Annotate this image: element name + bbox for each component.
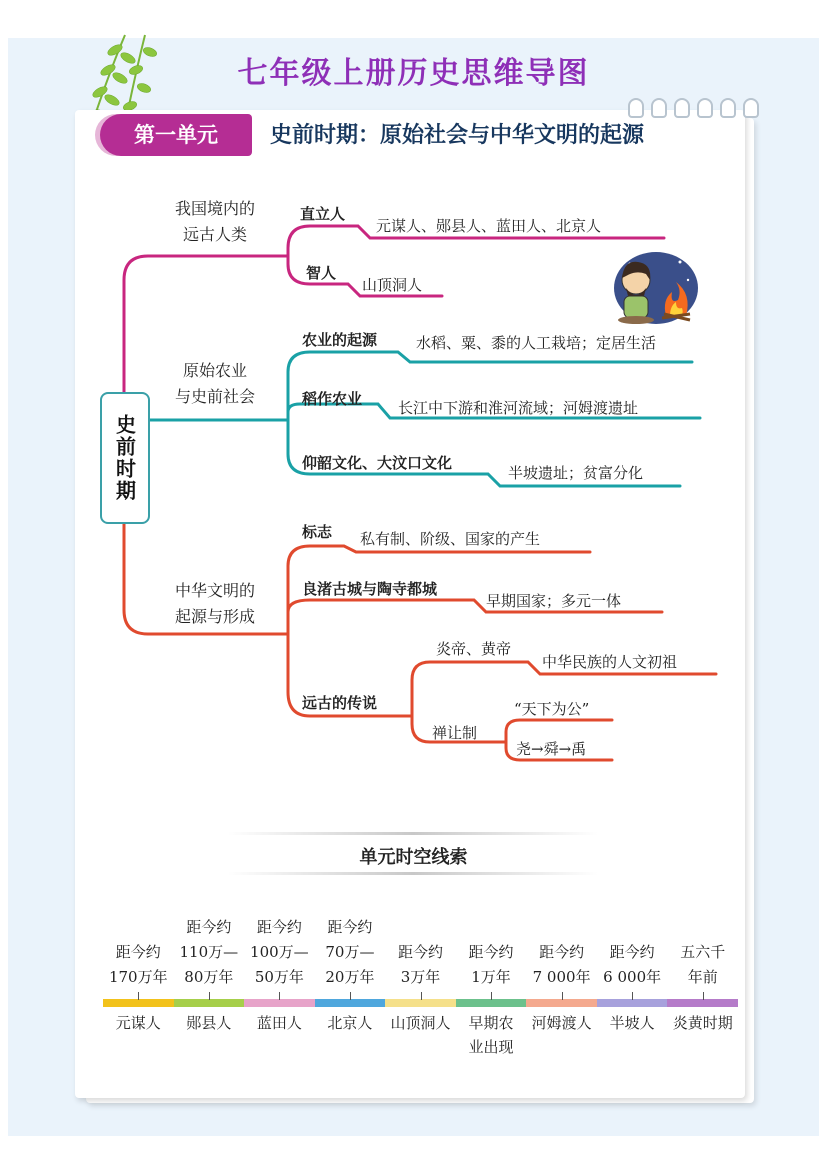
timeline-segment	[174, 999, 245, 1007]
timeline-date-line: 100万—	[250, 943, 309, 961]
timeline-segment	[456, 999, 527, 1007]
timeline-event	[100, 1011, 176, 1035]
node-tianxia: “天下为公”	[514, 700, 590, 718]
timeline-date	[241, 915, 317, 990]
timeline-date-line: 年前	[687, 968, 718, 986]
timeline-event	[453, 1011, 529, 1059]
timeline-segment	[244, 999, 315, 1007]
timeline-event-line: 郧县人	[186, 1014, 232, 1032]
timeline-date-line: 20万年	[325, 968, 375, 986]
timeline-event-line: 早期农	[468, 1014, 514, 1032]
node-zhiren: 智人	[306, 264, 337, 282]
timeline-date-line: 距今约	[256, 918, 302, 936]
timeline-date	[312, 915, 388, 990]
timeline-date-line: 50万年	[254, 968, 304, 986]
timeline-date	[524, 940, 600, 990]
timeline-date-line: 距今约	[539, 943, 585, 961]
timeline-event-line: 蓝田人	[256, 1014, 302, 1032]
timeline-date-line: 距今约	[115, 943, 161, 961]
node-yanhuang-value: 中华民族的人文初祖	[542, 653, 678, 671]
timeline-event-line: 业出现	[468, 1038, 514, 1056]
timeline-event	[171, 1011, 247, 1035]
node-shanrang: 禅让制	[432, 724, 478, 742]
timeline-tick	[279, 992, 280, 1000]
node-agri-origin-value: 水稻、粟、黍的人工栽培；定居生活	[416, 334, 657, 352]
timeline-date-line: 170万年	[108, 968, 168, 986]
timeline-date-line: 80万年	[184, 968, 234, 986]
branch-3-line1: 中华文明的	[174, 581, 255, 600]
timeline-event	[594, 1011, 670, 1035]
timeline-event-line: 河姆渡人	[531, 1014, 592, 1032]
branch-2-line1: 原始农业	[182, 361, 247, 380]
branch-2-label	[160, 358, 270, 410]
timeline-tick	[209, 992, 210, 1000]
timeline-event	[241, 1011, 317, 1035]
timeline-segment	[597, 999, 668, 1007]
node-zhiliren: 直立人	[300, 205, 346, 223]
timeline-date	[665, 940, 741, 990]
timeline-date-line: 6 000年	[603, 968, 662, 986]
node-biaozhi-value: 私有制、阶级、国家的产生	[360, 530, 541, 548]
timeline-tick	[421, 992, 422, 1000]
caveman-illustration-icon	[610, 250, 698, 326]
timeline-date-line: 110万—	[179, 943, 239, 961]
timeline-event-line: 炎黄时期	[672, 1014, 733, 1032]
timeline-date-line: 距今约	[609, 943, 655, 961]
timeline-event-line: 元谋人	[115, 1014, 161, 1032]
node-liangzhu: 良渚古城与陶寺都城	[302, 580, 438, 598]
timeline-tick	[491, 992, 492, 1000]
branch-1-line1: 我国境内的	[174, 199, 255, 218]
node-liangzhu-value: 早期国家；多元一体	[486, 592, 622, 610]
timeline-date-line: 距今约	[186, 918, 232, 936]
timeline-tick	[350, 992, 351, 1000]
timeline-divider-top	[228, 832, 598, 835]
timeline-tick	[138, 992, 139, 1000]
branch-1-label	[160, 196, 270, 248]
node-yangshao: 仰韶文化、大汶口文化	[302, 454, 453, 472]
timeline-event-line: 山顶洞人	[390, 1014, 451, 1032]
timeline-date	[100, 940, 176, 990]
timeline-event	[524, 1011, 600, 1035]
timeline-segment	[385, 999, 456, 1007]
timeline-event	[312, 1011, 388, 1035]
branch-1-line2: 远古人类	[182, 225, 247, 244]
central-topic: 史前时期	[100, 392, 150, 524]
timeline-date-line: 五六千	[680, 943, 726, 961]
node-agri-origin: 农业的起源	[302, 331, 378, 349]
timeline-date	[594, 940, 670, 990]
timeline-date-line: 距今约	[397, 943, 443, 961]
node-yaoshunyu: 尧→舜→禹	[516, 740, 587, 758]
unit-tag: 第一单元	[100, 114, 252, 156]
node-rice: 稻作农业	[302, 390, 363, 408]
timeline-segment	[667, 999, 738, 1007]
timeline-date-line: 70万—	[325, 943, 375, 961]
node-yangshao-value: 半坡遗址；贫富分化	[508, 464, 644, 482]
page-title: 七年级上册历史思维导图	[237, 56, 590, 91]
node-biaozhi: 标志	[302, 523, 333, 541]
timeline-tick	[632, 992, 633, 1000]
node-zhiliren-value: 元谋人、郧县人、蓝田人、北京人	[376, 217, 602, 235]
node-yanhuang: 炎帝、黄帝	[436, 640, 512, 658]
timeline-date	[171, 915, 247, 990]
timeline-event-line: 北京人	[327, 1014, 373, 1032]
branch-3-label	[160, 578, 270, 630]
timeline-date-line: 距今约	[327, 918, 373, 936]
timeline-date-line: 7 000年	[532, 968, 591, 986]
node-legend: 远古的传说	[302, 694, 378, 712]
node-zhiren-value: 山顶洞人	[362, 276, 423, 294]
timeline-date	[383, 940, 459, 990]
timeline-date-line: 距今约	[468, 943, 514, 961]
timeline-segment	[103, 999, 174, 1007]
timeline-tick	[562, 992, 563, 1000]
timeline-event-line: 半坡人	[609, 1014, 655, 1032]
timeline-date-line: 1万年	[471, 968, 511, 986]
timeline-tick	[703, 992, 704, 1000]
timeline-divider-bottom	[228, 872, 598, 875]
branch-2-line2: 与史前社会	[174, 387, 255, 406]
timeline-segment	[526, 999, 597, 1007]
unit-title: 史前时期：原始社会与中华文明的起源	[270, 123, 645, 148]
branch-3-line2: 起源与形成	[174, 607, 255, 626]
timeline-event	[665, 1011, 741, 1035]
timeline-segment	[315, 999, 386, 1007]
timeline-date	[453, 940, 529, 990]
node-rice-value: 长江中下游和淮河流域；河姆渡遗址	[398, 399, 639, 417]
timeline-event	[383, 1011, 459, 1035]
timeline-title: 单元时空线索	[359, 847, 468, 868]
timeline-date-line: 3万年	[400, 968, 441, 986]
